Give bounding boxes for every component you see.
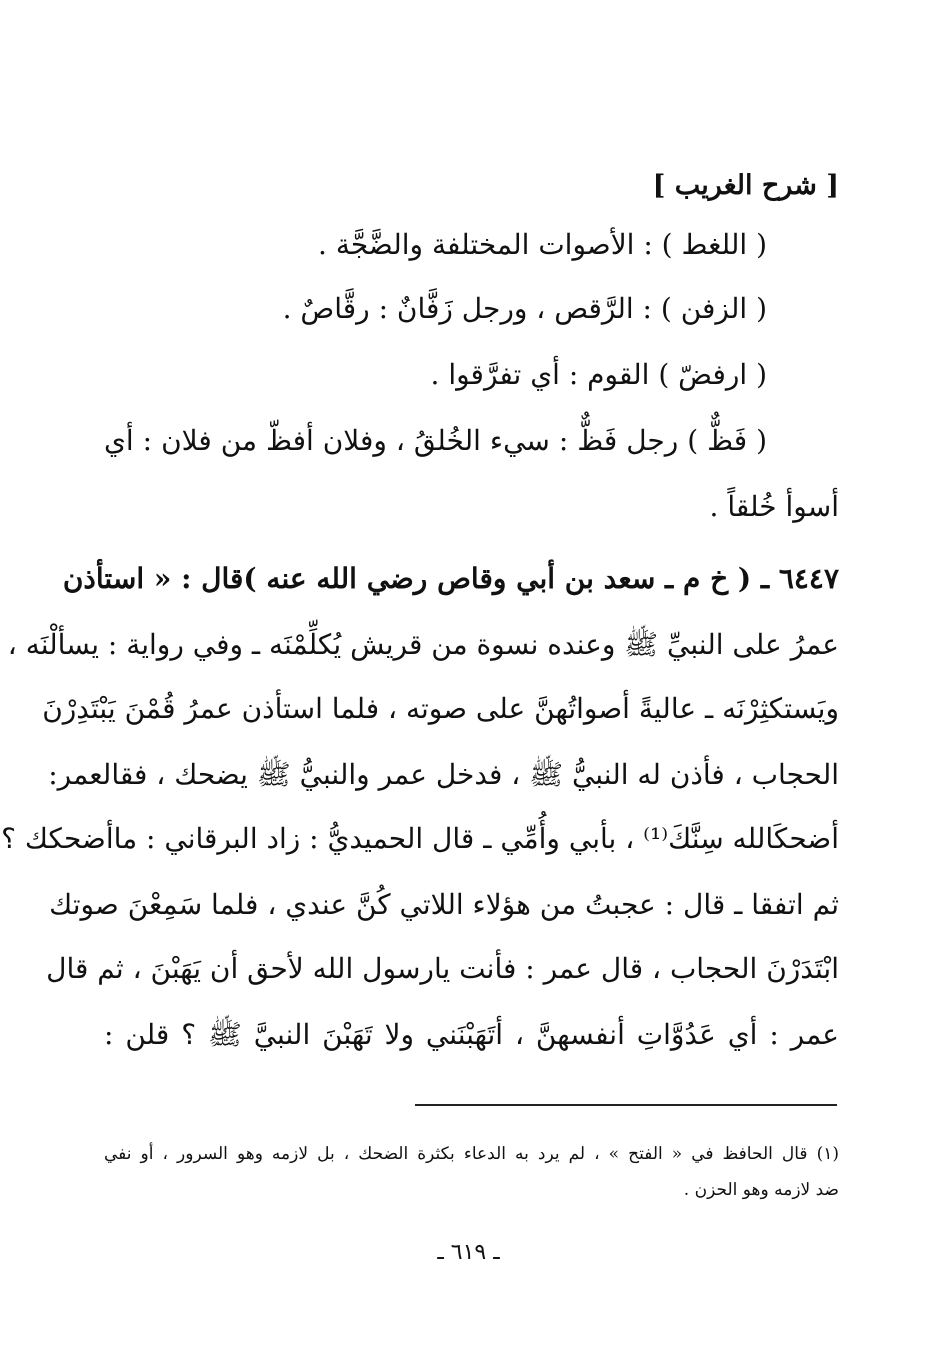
hadith-line: ويَستكثِرْنَه ـ عاليةً أصواتُهنَّ على صوته ، فلما استأذن عمرُ قُمْنَ يَبْتَدِرْنَ xyxy=(42,692,839,725)
footnote-divider xyxy=(415,1104,837,1106)
hadith-line: الحجاب ، فأذن له النبيُّ ﷺ ، فدخل عمر والنبيُّ ﷺ يضحك ، فقالعمر: xyxy=(48,758,839,791)
hadith-line: أضحكَالله سِنَّكَ⁽¹⁾ ، بأبي وأُمِّي ـ قال الحميديُّ : زاد البرقاني : ماأضحكك ؟ xyxy=(1,822,839,855)
page-number: ـ ٦١٩ ـ xyxy=(437,1240,500,1265)
gloss-item-continuation: أسوأ خُلقاً . xyxy=(709,490,839,523)
gloss-item: ( الزفن ) : الرَّقص ، ورجل زَفَّانٌ : رقَّاصٌ . xyxy=(282,292,767,325)
section-heading: [ شرح الغريب ] xyxy=(652,170,839,201)
hadith-line: ثم اتفقا ـ قال : عجبتُ من هؤلاء اللاتي كُنَّ عندي ، فلما سَمِعْنَ صوتك xyxy=(49,888,839,921)
footnote-line: ضد لازمه وهو الحزن . xyxy=(683,1180,839,1200)
hadith-line: عمرُ على النبيِّ ﷺ وعنده نسوة من قريش يُكلِّمْنَه ـ وفي رواية : يسألْنَه ، xyxy=(7,628,839,661)
gloss-item: ( اللغط ) : الأصوات المختلفة والضَّجَّة . xyxy=(318,228,767,261)
gloss-item: ( ارفضّ ) القوم : أي تفرَّقوا . xyxy=(430,358,767,391)
footnote-line: (١) قال الحافظ في « الفتح » ، لم يرد به الدعاء بكثرة الضحك ، بل لازمه وهو السرور ، أو نفي xyxy=(104,1144,839,1164)
hadith-line: ابْتَدَرْنَ الحجاب ، قال عمر : فأنت يارسول الله لأحق أن يَهَبْنَ ، ثم قال xyxy=(46,952,839,985)
hadith-header: ٦٤٤٧ ـ ( خ م ـ سعد بن أبي وقاص رضي الله عنه )قال : « استأذن xyxy=(62,562,839,595)
hadith-line xyxy=(62,562,839,595)
gloss-item: ( فَظٌّ ) رجل فَظٌّ : سيء الخُلقُ ، وفلان أفظّ من فلان : أي xyxy=(104,424,767,457)
hadith-line: عمر : أي عَدُوَّاتِ أنفسهنَّ ، أتَهَبْنَني ولا تَهَبْنَ النبيَّ ﷺ ؟ قلن : xyxy=(104,1018,839,1051)
